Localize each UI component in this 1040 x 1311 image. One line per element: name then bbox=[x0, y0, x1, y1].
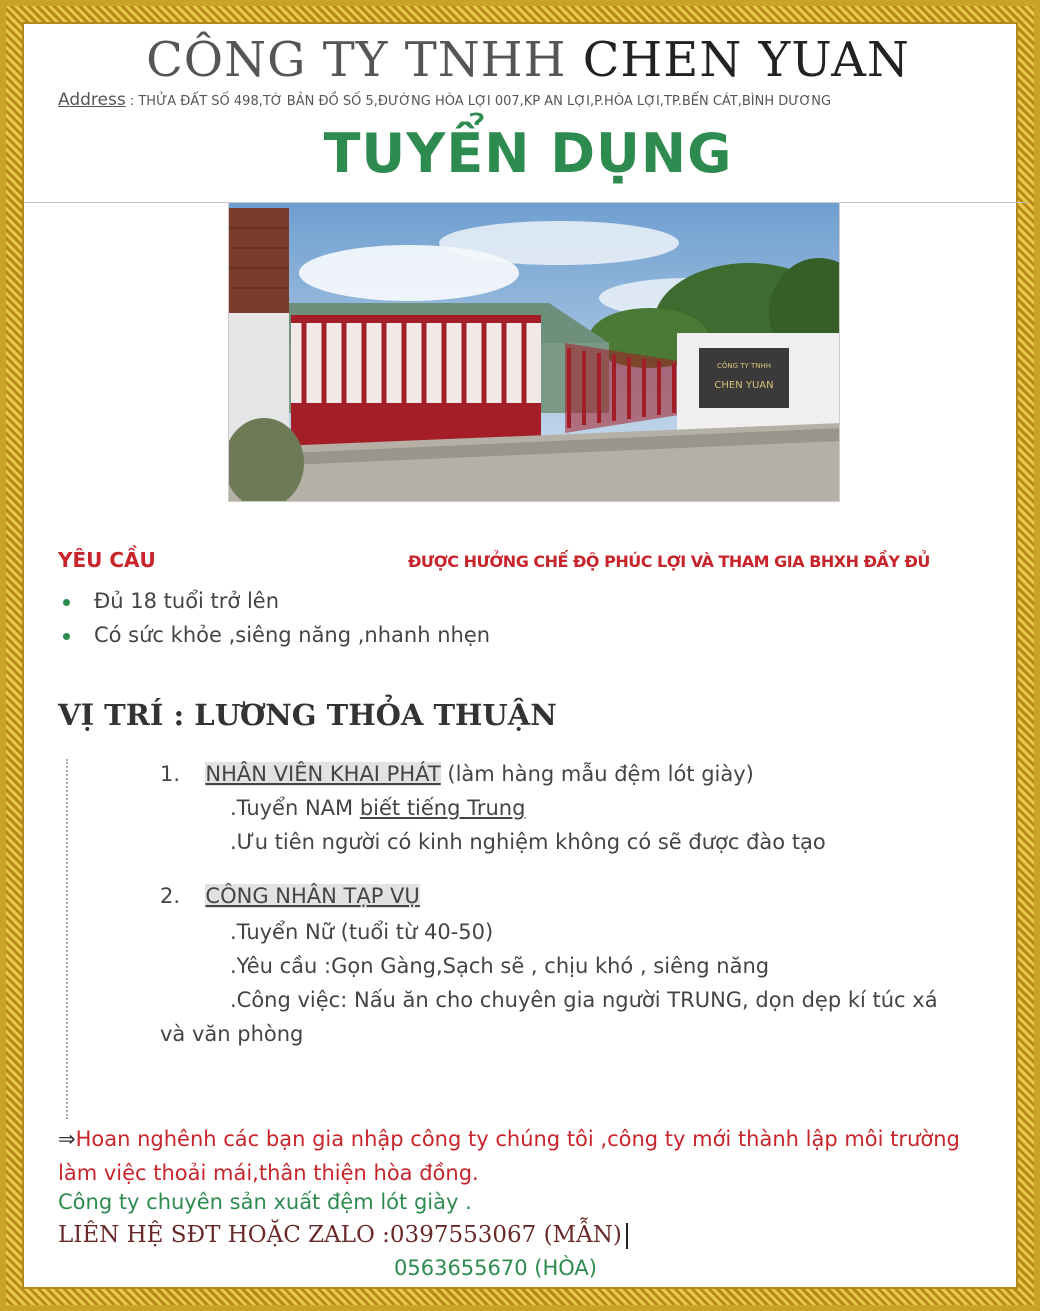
position-1-gender: .Tuyển NAM bbox=[230, 796, 360, 820]
company-name bbox=[24, 32, 1032, 88]
contact-text: LIÊN HỆ SĐT HOẶC ZALO :0397553067 (MẪN) bbox=[58, 1222, 622, 1248]
gate-sign-line-1: CÔNG TY TNHH bbox=[716, 362, 772, 370]
requirements-heading: YÊU CẦU bbox=[58, 548, 156, 572]
position-1-desc: (làm hàng mẫu đệm lót giày) bbox=[447, 762, 754, 786]
address-text: : THỬA ĐẤT SỐ 498,TỜ BẢN ĐỒ SỐ 5,ĐƯỜNG HÒA LỢI 007,KP AN LỢI,P.HÒA LỢI,TP.BẾN CÁT,BÌNH DƯƠNG bbox=[129, 94, 832, 109]
contact-phone-2: 0563655670 (HÒA) bbox=[394, 1256, 597, 1280]
contact-line bbox=[58, 1222, 628, 1249]
factory-gate-photo bbox=[228, 202, 840, 502]
welcome-text: Hoan nghênh các bạn gia nhập công ty chúng tôi ,công ty mới thành lập môi trường làm việc thoải mái,thân thiện hòa đồng. bbox=[58, 1127, 960, 1185]
arrow-icon: ⇒ bbox=[58, 1127, 76, 1151]
position-2 bbox=[160, 884, 420, 908]
positions-heading: VỊ TRÍ : LƯƠNG THỎA THUẬN bbox=[58, 698, 557, 732]
company-business: Công ty chuyên sản xuất đệm lót giày . bbox=[58, 1190, 472, 1214]
position-2-line-1: .Tuyển Nữ (tuổi từ 40-50) bbox=[230, 920, 494, 944]
recruitment-title: TUYỂN DỤNG bbox=[323, 122, 733, 185]
position-2-line-4: và văn phòng bbox=[160, 1022, 304, 1046]
position-2-line-2: .Yêu cầu :Gọn Gàng,Sạch sẽ , chịu khó , siêng năng bbox=[230, 954, 770, 978]
position-1-name: NHÂN VIÊN KHAI PHÁT bbox=[205, 762, 441, 786]
company-name-bold: CHEN YUAN bbox=[582, 32, 910, 88]
requirements-list bbox=[58, 584, 490, 652]
text-cursor bbox=[626, 1223, 628, 1249]
position-1-number: 1. bbox=[160, 762, 181, 786]
position-1-line-1 bbox=[230, 796, 525, 820]
company-name-light: CÔNG TY TNHH bbox=[146, 32, 567, 88]
position-1 bbox=[160, 762, 754, 786]
dotted-margin-line bbox=[66, 759, 68, 1119]
poster bbox=[22, 22, 1018, 1289]
position-2-name: CÔNG NHÂN TẠP VỤ bbox=[205, 884, 420, 908]
benefits-note: ĐƯỢC HƯỞNG CHẾ ĐỘ PHÚC LỢI VÀ THAM GIA BHXH ĐẦY ĐỦ bbox=[408, 552, 930, 571]
gate-sign-line-2: CHEN YUAN bbox=[714, 380, 774, 391]
position-1-language: biết tiếng Trung bbox=[359, 796, 526, 820]
address-label: Address bbox=[58, 90, 126, 110]
position-2-number: 2. bbox=[160, 884, 181, 908]
welcome-message bbox=[58, 1122, 988, 1190]
address bbox=[58, 90, 831, 110]
position-2-line-3: .Công việc: Nấu ăn cho chuyên gia người TRUNG, dọn dẹp kí túc xá bbox=[230, 988, 938, 1012]
list-item: Có sức khỏe ,siêng năng ,nhanh nhẹn bbox=[58, 618, 490, 652]
position-1-line-2: .Ưu tiên người có kinh nghiệm không có sẽ được đào tạo bbox=[230, 830, 826, 854]
list-item: Đủ 18 tuổi trở lên bbox=[58, 584, 490, 618]
